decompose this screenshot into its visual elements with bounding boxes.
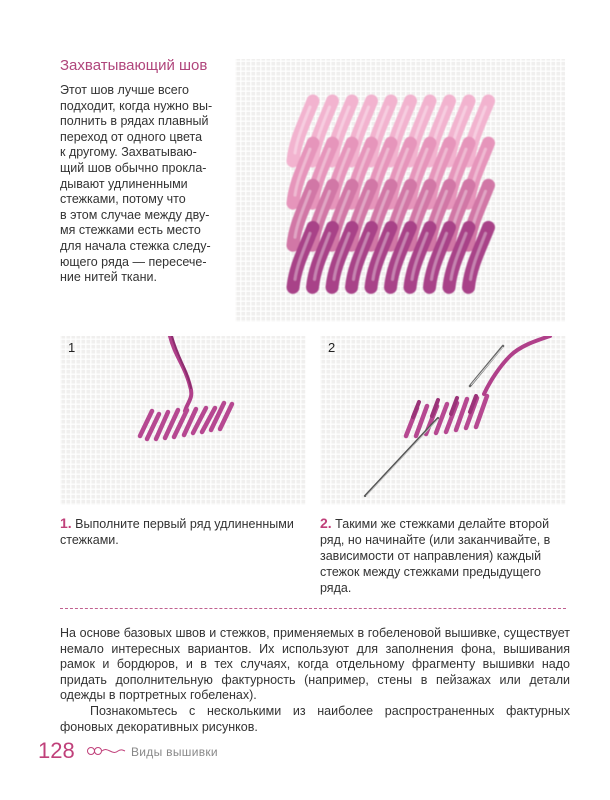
step-1-text: Выполните первый ряд удлиненными стежками. — [60, 517, 294, 547]
step-2-marker: 2. — [320, 515, 332, 531]
step-1-caption — [60, 515, 305, 548]
section-title: Захватывающий шов — [60, 57, 208, 74]
page-number: 128 — [38, 738, 75, 763]
thread-ornament-icon — [86, 744, 126, 758]
body-paragraph-1: На основе базовых швов и стежков, применяемых в гобеленовой вышивке, существует немало интересных вариантов. Их используют для заполнения фона, вышивания рамок и бордюров, и в тех случаях, когда отдельному фрагменту вышивки надо придать дополнительную фактурность (например, стены в пейзажах или детали одежды в портретных гобеленах). — [60, 626, 570, 703]
step-2-caption — [320, 515, 566, 596]
stitch-sample-illustration — [235, 59, 565, 322]
step-1-illustration — [60, 336, 306, 505]
step-1-label: 1 — [68, 340, 76, 355]
section-divider — [60, 608, 566, 609]
body-paragraph-2: Познакомьтесь с несколькими из наиболее распространенных фактурных фоновых декоративных рисунков. — [60, 703, 570, 734]
step-2-text: Такими же стежками делайте второй ряд, но начинайте (или заканчивайте, в зависимости от направления) каждый стежок между стежками предыдущего ряда. — [320, 517, 551, 595]
intro-text: Этот шов лучше всего подходит, когда нужно вы- полнить в рядах плавный переход от одного цвета к другому. Захватываю- щий шов обычно прокла- дывают удлиненными стежками, потому что в этом случае между дву- мя стежками есть место для начала стежка следу- ющего ряда — пересече- ние нитей ткани. — [60, 83, 213, 285]
step-1-marker: 1. — [60, 515, 72, 531]
chapter-title: Виды вышивки — [131, 745, 218, 759]
step-2-illustration — [320, 336, 566, 505]
step-2-label: 2 — [328, 340, 336, 355]
step-1-photo — [60, 336, 306, 505]
step-2-photo — [320, 336, 566, 505]
body-text — [60, 626, 570, 735]
main-sample-photo — [235, 59, 565, 322]
